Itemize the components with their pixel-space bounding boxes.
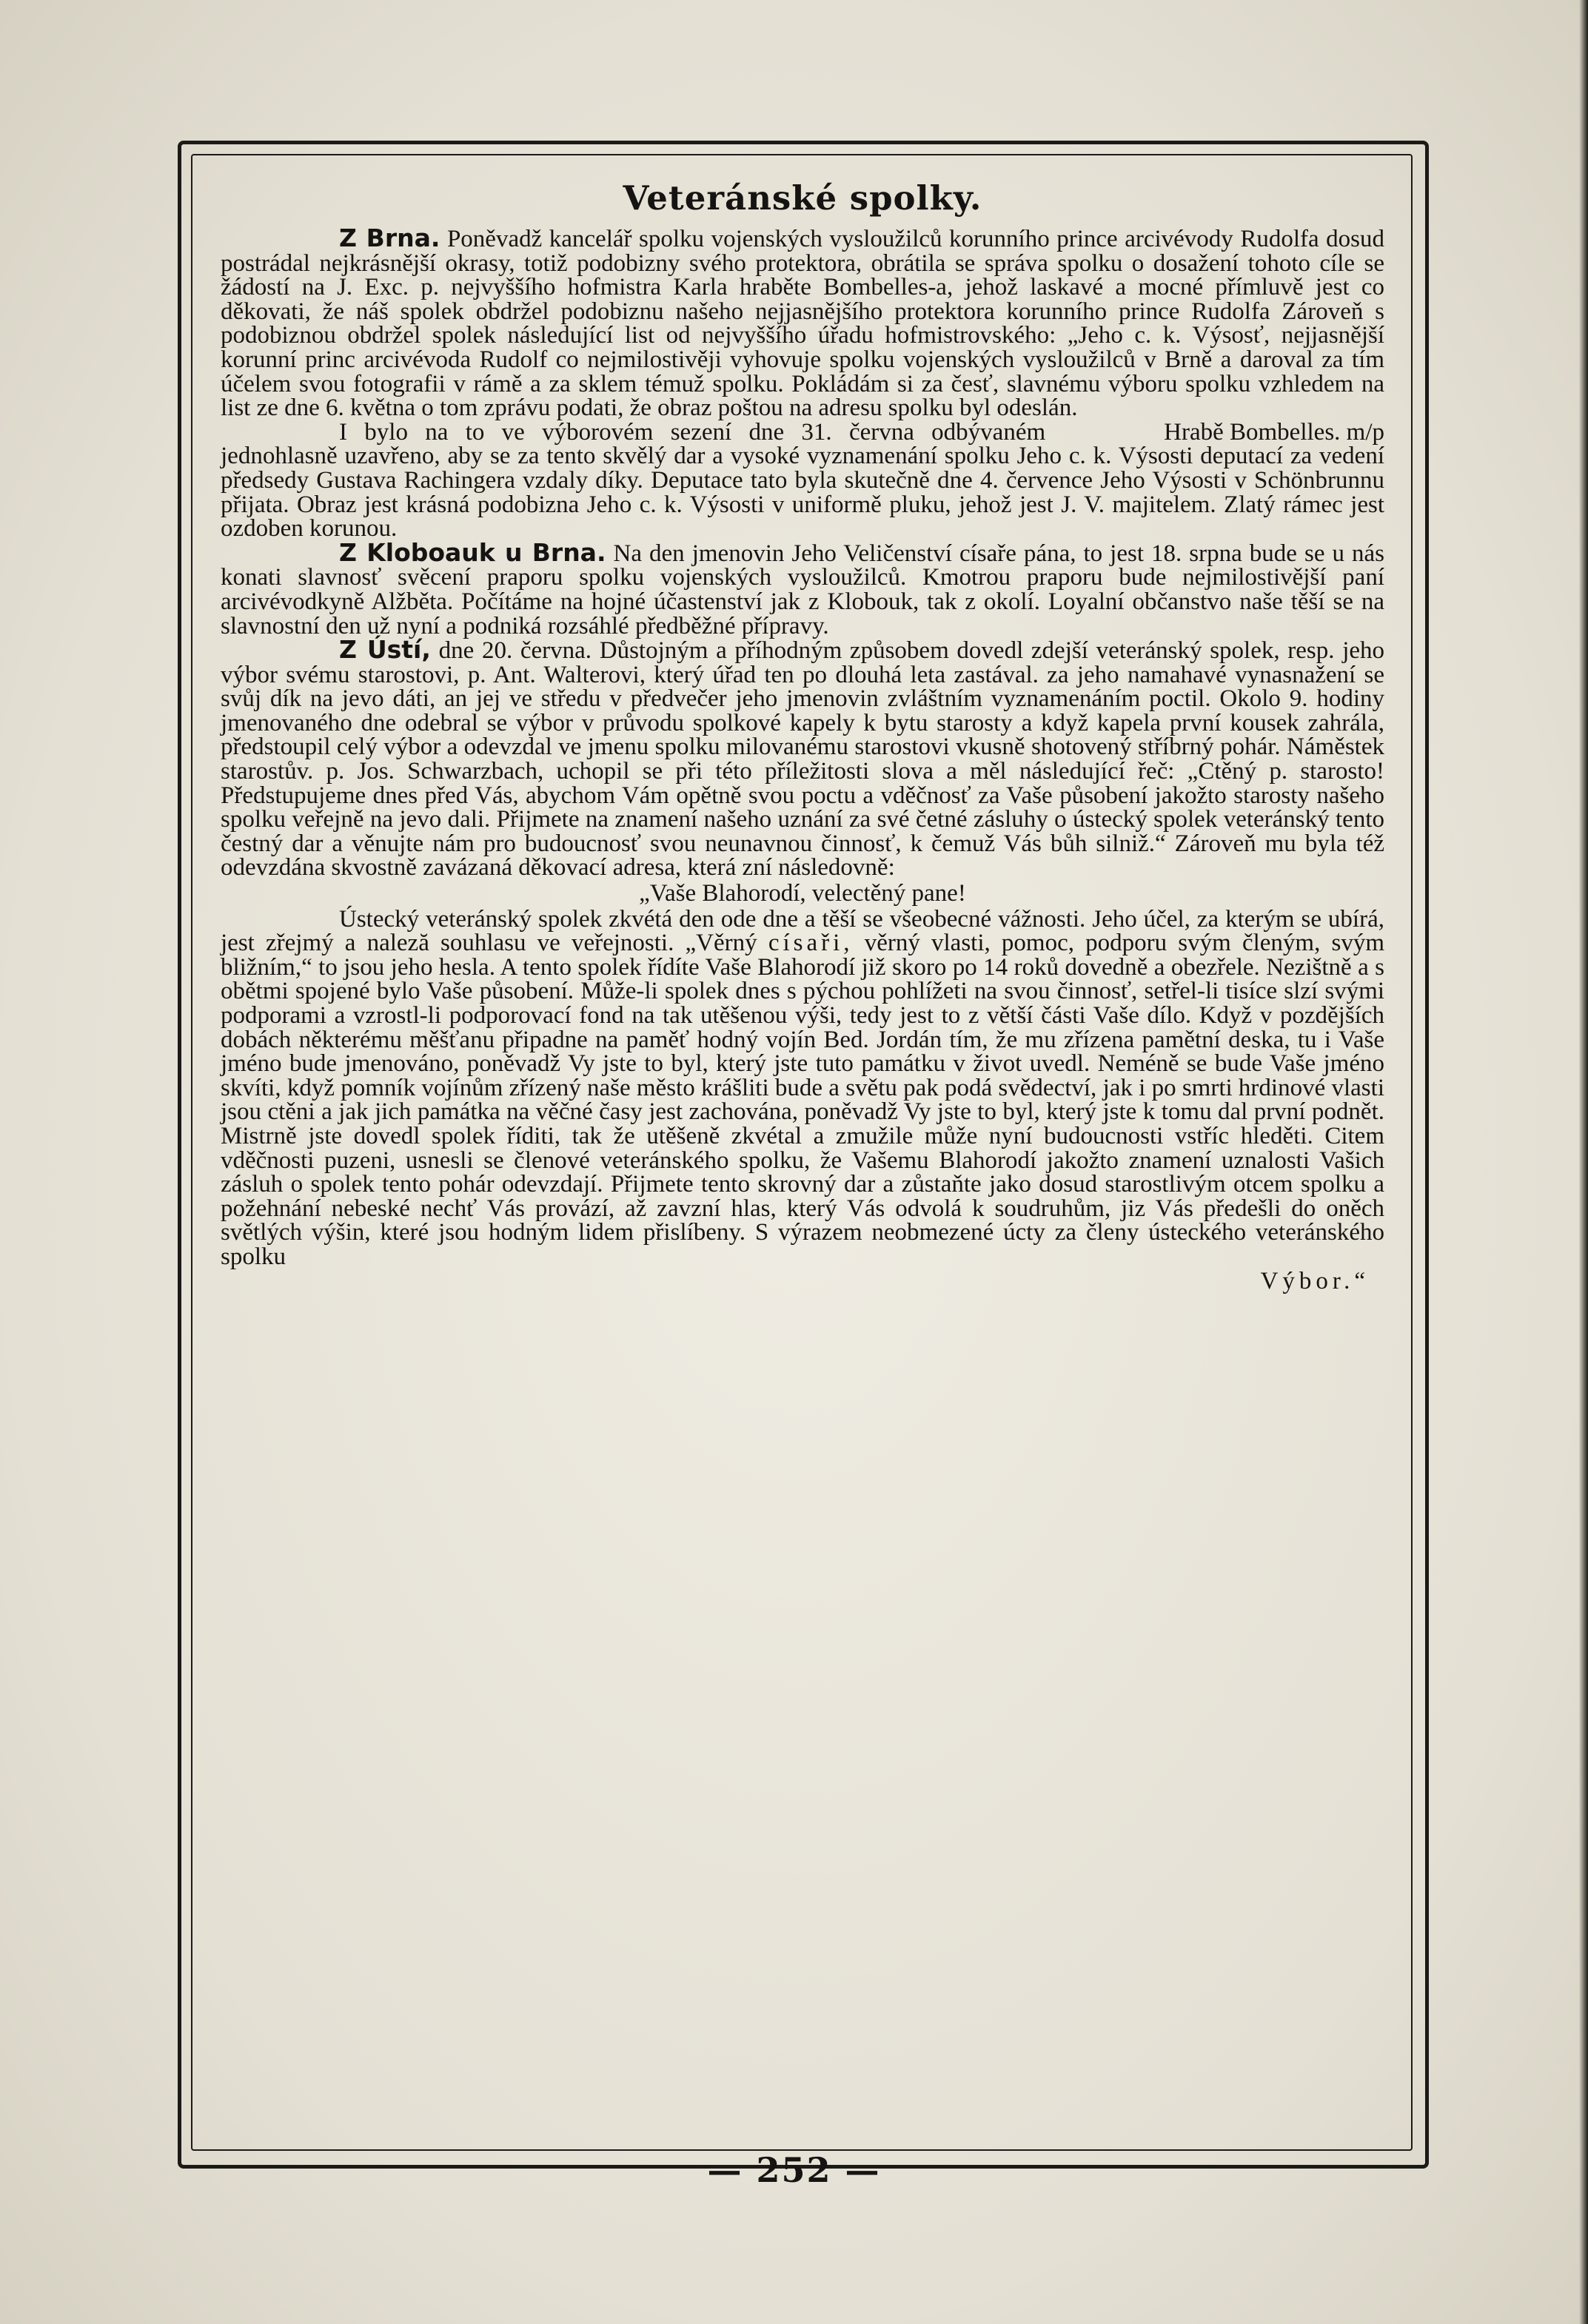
paragraph-text: Na den jmenovin Jeho Veličenství císaře pána, to jest 18. srpna bude se u nás konati slavnosť svěcení praporu spolku vojenských vysloužilců. Kmotrou praporu bude nejmilostivější paní arcivévodkyně Alžběta. Počítáme na hojné účastenství jak z Klobouk, tak z okolí. Loyalní občanstvo naše těší se na slavnostní den už nyní a podniká rozsáhlé předběžné přípravy.	[221, 540, 1385, 639]
address-spaced-word: císaři,	[768, 930, 854, 957]
paragraph-brno	[221, 224, 1384, 446]
scan-edge-shadow	[1579, 0, 1588, 2324]
address-signature-line	[221, 1269, 1384, 1294]
article-title: Veteránské spolky.	[623, 178, 982, 218]
address-signature: Výbor.“	[1260, 1267, 1370, 1294]
paragraph-text: dne 20. června. Důstojným a příhodným způsobem dovedl zdejší veteránský spolek, resp. jeho výbor svému starostovi, p. Ant. Walterovi, který úřad ten po dlouhá leta zastával. za jeho namahavé vynasnažení se svůj dík na jevo dáti, an jej ve středu v předvečer jeho jmenovin zvláštním vyznamenáním poctil. Okolo 9. hodiny jmenovaného dne odebral se výbor v průvodu spolkové kapely k bytu starosty a když kapela první kousek zahrála, předstoupil celý výbor a odevzdal ve jmenu spolku milovanému starostovi vkusně shotovený stříbrný pohár. Náměstek starostův. p. Jos. Schwarzbach, uchopil se při této příležitosti slova a měl následující řeč: „Ctěný p. starosto! Předstupujeme dnes před Vás, abychom Vám opětně svou poctu a vděčnosť za Vaše působení jakožto starosty našeho spolku veřejně na jevo dali. Přijmete na znamení našeho uznání za své četné zásluhy o ústecký spolek veteránský tento čestný dar a věnujte nám pro budoucnosť svou neunavnou činnosť, k čemuž Vás bůh silniž.“ Zároveň mu byla též odevzdána skvostně zavázaná děkovací adresa, která zní následovně:	[221, 637, 1385, 881]
address-salutation: „Vaše Blahorodí, velectěný pane!	[639, 880, 966, 907]
paragraph-klobouky	[221, 537, 1385, 639]
paragraph-text: Poněvadž kancelář spolku vojenských vysloužilců korunního prince arcivévody Rudolfa dosud postrádal nejkrásnější okrasy, totiž podobizny svého protektora, obrátila se správa spolku o dosažení tohoto cíle se žádostí na J. Exc. p. nejvyššího hofmistra Karla hraběte Bombelles-a, jehož laskavé a mocné přímluvě jest co děkovati, že náš spolek obdržel podobiznu našeho nejjasnějšího protektora korunního prince Rudolfa Zároveň s podobiznou obdržel spolek následující list od nejvyššího úřadu hofmistrovského: „Jeho c. k. Výsosť, nejjasnější korunní princ arcivévoda Rudolf co nejmilostivěji vyhovuje spolku vojenských vysloužilců v Brně a daroval za tím účelem svou fotografii v rámě a za sklem témuž spolku. Pokládám si za česť, slavnému výboru spolku vzhledem na list ze dne 6. května o tom zprávu podati, že obraz poštou na adresu spolku byl odeslán.	[221, 226, 1384, 422]
signature-bombelles: Hrabě Bombelles. m/p	[1164, 418, 1384, 446]
paragraph-brno-2: I bylo na to ve výborovém sezení dne 31. června odbývaném jednohlasně uzavřeno, aby se za tento skvělý dar a vysoké vyznamenání spolku Jeho c. k. Výsosti deputací za vedení předsedy Gustava Rachingera vzdaly díky. Deputace tato byla skutečně dne 4. července Jeho Výsosti v Schönbrunnu přijata. Obraz jest krásná podobizna Jeho c. k. Výsosti v uniformě pluku, jehož jest J. V. majitelem. Zlatý rámec jest ozdoben korunou.	[221, 418, 1384, 543]
address-text-a: Ústecký veteránský spolek zkvétá den ode dne a těší se všeobecné vážnosti. Jeho účel, za kterým se ubírá, jest zřejmý a naleză souhlasu ve veřejnosti. „Věrný	[221, 905, 1384, 957]
place-heading-klobouky: Z Kloboauk u Brna.	[339, 537, 606, 567]
page-number: — 252 —	[707, 2150, 881, 2190]
address-text-b: věrný vlasti, pomoc, podporu svým členým, svým bližním,“ to jsou jeho hesla. A tento spolek řídíte Vaše Blahorodí již skoro po 14 roků dovedně a obezřele. Nezištně a s obětmi spojené bylo Vaše působení. Může-li spolek dnes s pýchou pohlížeti na svou činnosť, setřel-li tisíce slzí svými podporami a vzrostl-li podporovací fond na tak utěšenou výši, tedy jest to z větší části Vaše dílo. Když v pozdějších dobách některému měšťanu připadne na paměť hodný vojín Bed. Jordán tím, že mu zřízena pamětní deska, tu i Vaše jméno bude jmenováno, poněvadž Vy jste to byl, který jste tuto památku v život uvedl. Neméně se bude Vaše jméno skvíti, když pomník vojínům zřízený naše město krášliti bude a světu pak podá svědectví, jak i po smrti hrdinové vlasti jsou ctěni a jak jich památka na věčné časy jest zachována, poněvadž Vy jste to byl, který jste k tomu dal první podnět. Mistrně jste dovedl spolek říditi, tak že utěšeně zkvétal a zmužile může nyní budoucnosti vstříc hleděti. Citem vděčnosti puzeni, usnesli se členové veteránského spolku, že Vašemu Blahorodí jakožto znamení uznalosti Vašich zásluh o spolek tento pohár odevzdají. Přijmete tento skrovný dar a zůstaňte jako dosud starostlivým otcem spolku a požehnání nebeské nechť Vás provází, až zavzní hlas, který Vás odvolá k soudruhům, jiz Vás předešli do oněch světlých výšin, které jsou hodným lidem přislíbeny. S výrazem neobmezené úcty za členy ústeckého veteránského spolku	[221, 930, 1385, 1270]
address-body	[221, 907, 1384, 1269]
place-heading-usti: Z Ústí,	[339, 635, 431, 665]
article-body	[221, 164, 1384, 1293]
place-heading-brno: Z Brna.	[339, 224, 440, 252]
paragraph-usti	[221, 635, 1385, 881]
